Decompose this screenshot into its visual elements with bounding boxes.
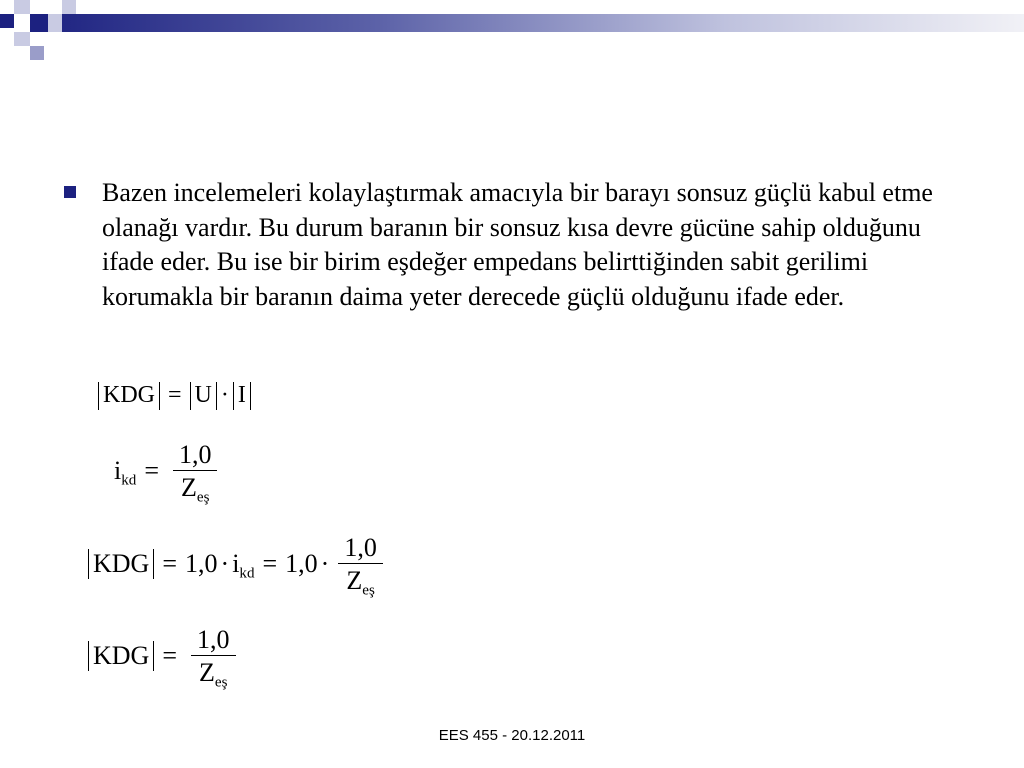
subscript-es: eş [362,582,375,599]
var-i: i [114,456,122,486]
subscript-kd: kd [239,565,255,582]
abs-kdg: KDG [98,382,160,410]
decor-square [48,14,62,32]
equals-sign: = [168,382,182,408]
header-decoration [0,0,1024,70]
var-z: Z [181,473,197,502]
constant: 1,0 [185,549,218,579]
decor-square [14,14,30,32]
denominator [338,563,383,599]
var-i: i [232,549,240,579]
fraction [173,440,218,506]
var-z: Z [346,566,363,595]
abs-kdg: KDG [88,641,154,671]
decor-square [14,32,30,46]
numerator: 1,0 [344,533,377,562]
dot-operator: · [220,382,229,408]
dot-operator: · [320,549,330,579]
header-gradient-band [30,14,1024,32]
equals-sign: = [162,641,178,671]
formula-kdg-ui [98,382,251,410]
constant: 1,0 [285,549,318,579]
subscript-es: eş [196,489,210,506]
decor-square [14,0,30,14]
fraction [191,625,236,691]
numerator: 1,0 [197,625,230,654]
equals-sign: = [262,549,278,579]
decor-square [30,14,48,32]
decor-square [62,0,76,14]
slide-footer: EES 455 - 20.12.2011 [438,727,586,744]
bullet-text: Bazen incelemeleri kolaylaştırmak amacıyla bir barayı sonsuz güçlü kabul etme olanağı vardır. Bu durum baranın bir sonsuz kısa devre gücüne sahip olduğunu ifade eder. Bu ise bir birim eşdeğer empedans belirttiğinden sabit gerilimi korumakla bir baranın daima yeter derecede güçlü olduğunu ifade eder. [102,178,933,311]
equals-sign: = [162,549,178,579]
numerator: 1,0 [178,440,212,469]
dot-operator: · [220,549,230,579]
square-bullet-icon [64,186,76,198]
equals-sign: = [144,456,159,486]
bullet-item [64,176,964,314]
denominator [173,470,218,506]
subscript-kd: kd [121,472,137,489]
decor-square [30,0,48,14]
abs-kdg: KDG [88,549,154,579]
formula-kdg-final [88,625,242,691]
denominator [191,655,236,691]
formula-kdg-expanded [88,533,389,599]
decor-square [0,14,14,28]
abs-i: I [233,382,251,410]
fraction [338,533,383,599]
subscript-es: eş [214,674,228,691]
abs-u: U [190,382,217,410]
formula-ikd [114,440,223,506]
decor-square [30,46,44,60]
var-z: Z [199,658,215,687]
